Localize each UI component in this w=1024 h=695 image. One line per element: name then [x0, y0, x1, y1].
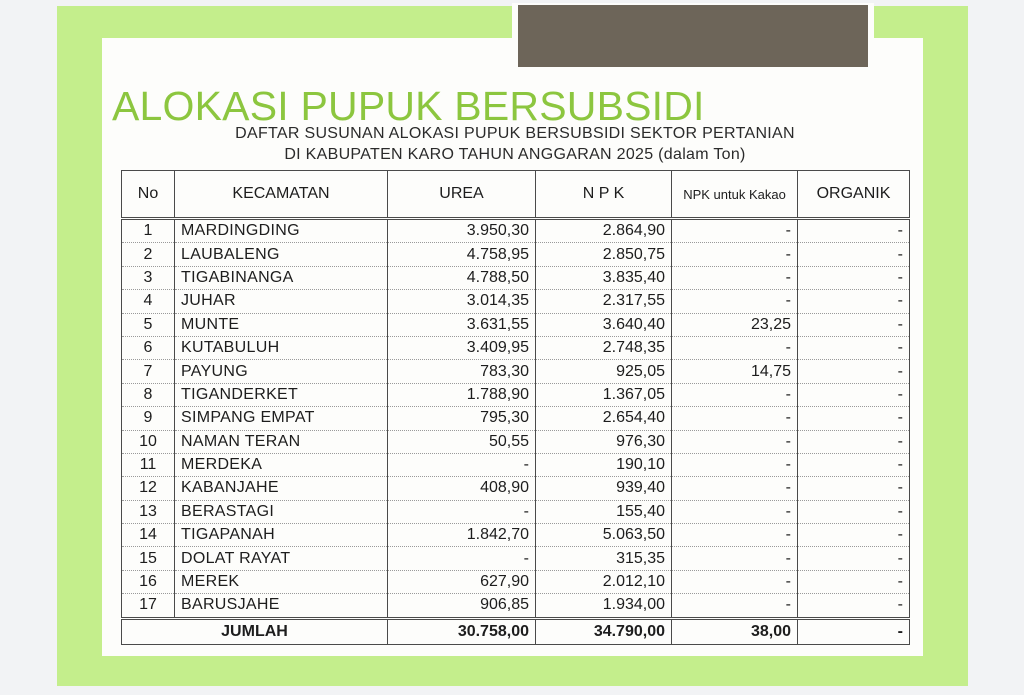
cell-urea: 3.409,95 — [388, 336, 536, 359]
cell-kecamatan: MARDINGDING — [175, 219, 388, 243]
cell-npk-kakao: 14,75 — [672, 360, 798, 383]
cell-npk: 3.640,40 — [536, 313, 672, 336]
cell-npk-kakao: 23,25 — [672, 313, 798, 336]
cell-npk-kakao: - — [672, 407, 798, 430]
cell-organik: - — [798, 570, 910, 593]
cell-kecamatan: LAUBALENG — [175, 243, 388, 266]
cell-no: 16 — [122, 570, 175, 593]
cell-no: 10 — [122, 430, 175, 453]
cell-organik: - — [798, 430, 910, 453]
cell-organik: - — [798, 336, 910, 359]
header-npk-kakao: NPK untuk Kakao — [672, 171, 798, 219]
cell-no: 15 — [122, 547, 175, 570]
cell-npk: 1.934,00 — [536, 594, 672, 618]
table-row — [122, 547, 910, 570]
cell-urea: 795,30 — [388, 407, 536, 430]
cell-no: 8 — [122, 383, 175, 406]
header-no: No — [122, 171, 175, 219]
total-npk: 34.790,00 — [536, 618, 672, 644]
cell-npk-kakao: - — [672, 594, 798, 618]
cell-organik: - — [798, 243, 910, 266]
cell-no: 12 — [122, 477, 175, 500]
cell-npk-kakao: - — [672, 453, 798, 476]
subtitle-line-1: DAFTAR SUSUNAN ALOKASI PUPUK BERSUBSIDI SEKTOR PERTANIAN — [235, 125, 795, 142]
subtitle-line-2: DI KABUPATEN KARO TAHUN ANGGARAN 2025 (dalam Ton) — [284, 146, 746, 163]
cell-npk: 315,35 — [536, 547, 672, 570]
header-npk: N P K — [536, 171, 672, 219]
cell-npk: 2.850,75 — [536, 243, 672, 266]
cell-urea: 3.631,55 — [388, 313, 536, 336]
cell-npk-kakao: - — [672, 290, 798, 313]
cell-urea: - — [388, 453, 536, 476]
cell-npk: 2.654,40 — [536, 407, 672, 430]
cell-no: 4 — [122, 290, 175, 313]
table-header-row — [122, 171, 910, 219]
cell-urea: 4.788,50 — [388, 266, 536, 289]
cell-organik: - — [798, 524, 910, 547]
cell-npk-kakao: - — [672, 243, 798, 266]
cell-urea: 1.788,90 — [388, 383, 536, 406]
cell-no: 6 — [122, 336, 175, 359]
cell-organik: - — [798, 407, 910, 430]
cell-organik: - — [798, 360, 910, 383]
cell-kecamatan: MERDEKA — [175, 453, 388, 476]
total-npk-kakao: 38,00 — [672, 618, 798, 644]
cell-urea: - — [388, 547, 536, 570]
cell-npk: 2.317,55 — [536, 290, 672, 313]
photo-strip-image — [518, 5, 868, 67]
table-row — [122, 290, 910, 313]
cell-urea: 1.842,70 — [388, 524, 536, 547]
table-row — [122, 266, 910, 289]
cell-urea: 906,85 — [388, 594, 536, 618]
table-row — [122, 430, 910, 453]
cell-kecamatan: DOLAT RAYAT — [175, 547, 388, 570]
table-row — [122, 570, 910, 593]
cell-kecamatan: BARUSJAHE — [175, 594, 388, 618]
cell-kecamatan: MUNTE — [175, 313, 388, 336]
header-urea: UREA — [388, 171, 536, 219]
table-row — [122, 219, 910, 243]
cell-npk: 976,30 — [536, 430, 672, 453]
cell-no: 5 — [122, 313, 175, 336]
cell-npk-kakao: - — [672, 477, 798, 500]
photo-strip — [512, 3, 874, 71]
cell-no: 7 — [122, 360, 175, 383]
cell-npk-kakao: - — [672, 219, 798, 243]
allocation-table — [121, 170, 910, 645]
cell-kecamatan: JUHAR — [175, 290, 388, 313]
table-row — [122, 500, 910, 523]
cell-kecamatan: TIGAPANAH — [175, 524, 388, 547]
cell-urea: 783,30 — [388, 360, 536, 383]
cell-organik: - — [798, 383, 910, 406]
table-row — [122, 524, 910, 547]
total-urea: 30.758,00 — [388, 618, 536, 644]
cell-urea: 408,90 — [388, 477, 536, 500]
table-row — [122, 383, 910, 406]
cell-npk: 2.012,10 — [536, 570, 672, 593]
cell-kecamatan: NAMAN TERAN — [175, 430, 388, 453]
cell-organik: - — [798, 477, 910, 500]
cell-npk: 939,40 — [536, 477, 672, 500]
cell-organik: - — [798, 500, 910, 523]
table-row — [122, 313, 910, 336]
cell-organik: - — [798, 290, 910, 313]
cell-npk: 190,10 — [536, 453, 672, 476]
cell-no: 11 — [122, 453, 175, 476]
cell-no: 9 — [122, 407, 175, 430]
table-row — [122, 243, 910, 266]
cell-urea: 4.758,95 — [388, 243, 536, 266]
table-row — [122, 453, 910, 476]
cell-npk: 2.748,35 — [536, 336, 672, 359]
cell-organik: - — [798, 219, 910, 243]
header-kecamatan: KECAMATAN — [175, 171, 388, 219]
cell-organik: - — [798, 594, 910, 618]
total-organik: - — [798, 618, 910, 644]
cell-kecamatan: PAYUNG — [175, 360, 388, 383]
total-label: JUMLAH — [122, 618, 388, 644]
header-organik: ORGANIK — [798, 171, 910, 219]
table-row — [122, 594, 910, 618]
table-row — [122, 336, 910, 359]
cell-kecamatan: TIGANDERKET — [175, 383, 388, 406]
cell-npk: 925,05 — [536, 360, 672, 383]
cell-urea: 3.014,35 — [388, 290, 536, 313]
cell-kecamatan: KABANJAHE — [175, 477, 388, 500]
table-row — [122, 477, 910, 500]
cell-no: 1 — [122, 219, 175, 243]
total-row — [122, 618, 910, 644]
cell-npk-kakao: - — [672, 524, 798, 547]
cell-urea: 3.950,30 — [388, 219, 536, 243]
cell-urea: 627,90 — [388, 570, 536, 593]
cell-organik: - — [798, 313, 910, 336]
cell-organik: - — [798, 453, 910, 476]
cell-urea: 50,55 — [388, 430, 536, 453]
cell-npk-kakao: - — [672, 547, 798, 570]
cell-npk-kakao: - — [672, 336, 798, 359]
cell-npk-kakao: - — [672, 266, 798, 289]
cell-urea: - — [388, 500, 536, 523]
cell-kecamatan: SIMPANG EMPAT — [175, 407, 388, 430]
headline: ALOKASI PUPUK BERSUBSIDI — [112, 83, 705, 129]
table-row — [122, 360, 910, 383]
cell-kecamatan: BERASTAGI — [175, 500, 388, 523]
cell-kecamatan: TIGABINANGA — [175, 266, 388, 289]
cell-npk-kakao: - — [672, 500, 798, 523]
cell-no: 2 — [122, 243, 175, 266]
cell-kecamatan: MEREK — [175, 570, 388, 593]
cell-no: 17 — [122, 594, 175, 618]
cell-organik: - — [798, 547, 910, 570]
table-row — [122, 407, 910, 430]
cell-npk: 155,40 — [536, 500, 672, 523]
cell-npk: 1.367,05 — [536, 383, 672, 406]
cell-organik: - — [798, 266, 910, 289]
cell-npk-kakao: - — [672, 430, 798, 453]
cell-npk: 3.835,40 — [536, 266, 672, 289]
cell-no: 14 — [122, 524, 175, 547]
cell-no: 13 — [122, 500, 175, 523]
cell-no: 3 — [122, 266, 175, 289]
cell-kecamatan: KUTABULUH — [175, 336, 388, 359]
cell-npk-kakao: - — [672, 570, 798, 593]
cell-npk: 5.063,50 — [536, 524, 672, 547]
cell-npk-kakao: - — [672, 383, 798, 406]
cell-npk: 2.864,90 — [536, 219, 672, 243]
